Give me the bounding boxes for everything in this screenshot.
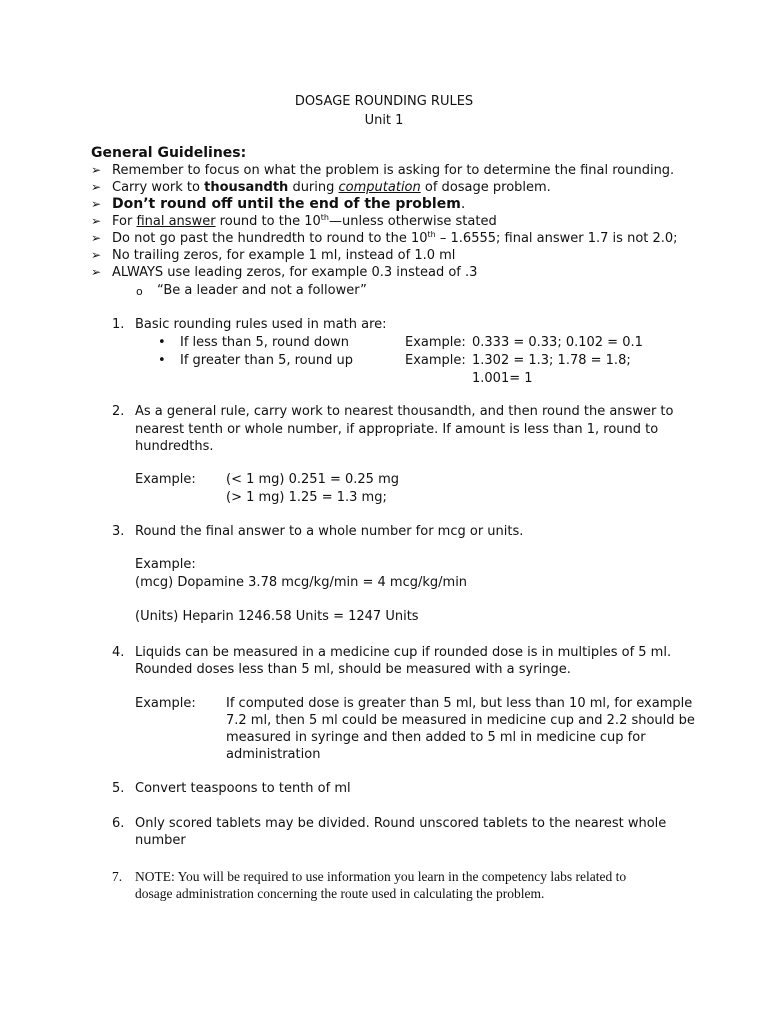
guidelines-heading: General Guidelines: bbox=[91, 145, 247, 161]
document-subtitle: Unit 1 bbox=[364, 113, 404, 128]
rule-text: Only scored tablets may be divided. Round unscored tablets to the nearest whole bbox=[135, 816, 667, 831]
superscript: th bbox=[320, 213, 329, 222]
guideline-emphasis: thousandth bbox=[204, 180, 289, 195]
rounding-rule: If less than 5, round down bbox=[180, 335, 349, 350]
guideline-text: – 1.6555; final answer 1.7 is not 2.0; bbox=[435, 231, 678, 246]
guideline-item bbox=[112, 213, 497, 230]
guideline-text: Do not go past the hundredth to round to the 10 bbox=[112, 231, 428, 246]
arrow-bullet-icon: ➢ bbox=[91, 163, 102, 177]
guideline-subitem: “Be a leader and not a follower” bbox=[157, 283, 367, 298]
example-value: (< 1 mg) 0.251 = 0.25 mg bbox=[226, 472, 399, 487]
rule-text: Liquids can be measured in a medicine cup if rounded dose is in multiples of 5 ml. bbox=[135, 645, 672, 660]
rule-text: dosage administration concerning the route used in calculating the problem. bbox=[135, 886, 545, 901]
rule-text: hundredths. bbox=[135, 439, 214, 454]
rule-text: nearest tenth or whole number, if appropriate. If amount is less than 1, round to bbox=[135, 422, 659, 437]
arrow-bullet-icon: ➢ bbox=[91, 265, 102, 279]
rule-number: 6. bbox=[112, 816, 125, 831]
guideline-text: . bbox=[460, 196, 466, 212]
guideline-emphasis: computation bbox=[338, 180, 421, 195]
rule-number: 4. bbox=[112, 645, 125, 660]
guideline-item: ALWAYS use leading zeros, for example 0.3 instead of .3 bbox=[112, 265, 478, 280]
example-label: Example: bbox=[135, 472, 196, 487]
guideline-item: No trailing zeros, for example 1 ml, instead of 1.0 ml bbox=[112, 248, 456, 263]
arrow-bullet-icon: ➢ bbox=[91, 214, 102, 228]
example-label: Example: bbox=[135, 696, 196, 711]
rule-number: 3. bbox=[112, 524, 125, 539]
guideline-item bbox=[112, 179, 551, 196]
example-label: Example: bbox=[405, 335, 466, 350]
rule-text: Convert teaspoons to tenth of ml bbox=[135, 781, 351, 796]
example-value: 0.333 = 0.33; 0.102 = 0.1 bbox=[472, 335, 643, 350]
arrow-bullet-icon: ➢ bbox=[91, 197, 102, 211]
dot-bullet-icon: • bbox=[158, 335, 166, 350]
example-text: 7.2 ml, then 5 ml could be measured in medicine cup and 2.2 should be bbox=[226, 713, 695, 728]
rule-text: Round the final answer to a whole number for mcg or units. bbox=[135, 524, 524, 539]
arrow-bullet-icon: ➢ bbox=[91, 180, 102, 194]
example-value: (Units) Heparin 1246.58 Units = 1247 Units bbox=[135, 609, 419, 624]
dot-bullet-icon: • bbox=[158, 353, 166, 368]
rule-text: As a general rule, carry work to nearest thousandth, and then round the answer to bbox=[135, 404, 674, 419]
guideline-emphasis: Don’t round off until the end of the problem bbox=[112, 196, 461, 212]
rule-text: number bbox=[135, 833, 186, 848]
guideline-item bbox=[112, 196, 465, 213]
example-value: 1.302 = 1.3; 1.78 = 1.8; bbox=[472, 353, 631, 368]
rounding-rule: If greater than 5, round up bbox=[180, 353, 353, 368]
rule-number: 5. bbox=[112, 781, 125, 796]
example-value: (> 1 mg) 1.25 = 1.3 mg; bbox=[226, 490, 387, 505]
guideline-text: —unless otherwise stated bbox=[328, 214, 497, 229]
example-text: measured in syringe and then added to 5 ml in medicine cup for bbox=[226, 730, 646, 745]
rule-number: 2. bbox=[112, 404, 125, 419]
guideline-text: round to the 10 bbox=[215, 214, 321, 229]
guideline-item bbox=[112, 230, 678, 247]
guideline-item: Remember to focus on what the problem is asking for to determine the final rounding. bbox=[112, 163, 675, 178]
rule-text: NOTE: You will be required to use information you learn in the competency labs related to bbox=[135, 869, 627, 884]
document-title: DOSAGE ROUNDING RULES bbox=[294, 94, 474, 109]
circle-bullet-icon: o bbox=[136, 285, 143, 298]
guideline-text: during bbox=[288, 180, 339, 195]
rule-number: 7. bbox=[112, 869, 123, 884]
superscript: th bbox=[427, 230, 436, 239]
example-label: Example: bbox=[135, 557, 196, 572]
example-value: 1.001= 1 bbox=[472, 371, 533, 386]
guideline-text: For bbox=[112, 214, 137, 229]
example-label: Example: bbox=[405, 353, 466, 368]
rule-text: Rounded doses less than 5 ml, should be measured with a syringe. bbox=[135, 662, 571, 677]
example-text: If computed dose is greater than 5 ml, but less than 10 ml, for example bbox=[226, 696, 693, 711]
rule-text: Basic rounding rules used in math are: bbox=[135, 317, 387, 332]
guideline-emphasis: final answer bbox=[136, 214, 216, 229]
guideline-text: Carry work to bbox=[112, 180, 205, 195]
example-text: administration bbox=[226, 747, 321, 762]
guideline-text: of dosage problem. bbox=[420, 180, 551, 195]
arrow-bullet-icon: ➢ bbox=[91, 248, 102, 262]
rule-number: 1. bbox=[112, 317, 125, 332]
arrow-bullet-icon: ➢ bbox=[91, 231, 102, 245]
example-value: (mcg) Dopamine 3.78 mcg/kg/min = 4 mcg/kg/min bbox=[135, 575, 468, 590]
